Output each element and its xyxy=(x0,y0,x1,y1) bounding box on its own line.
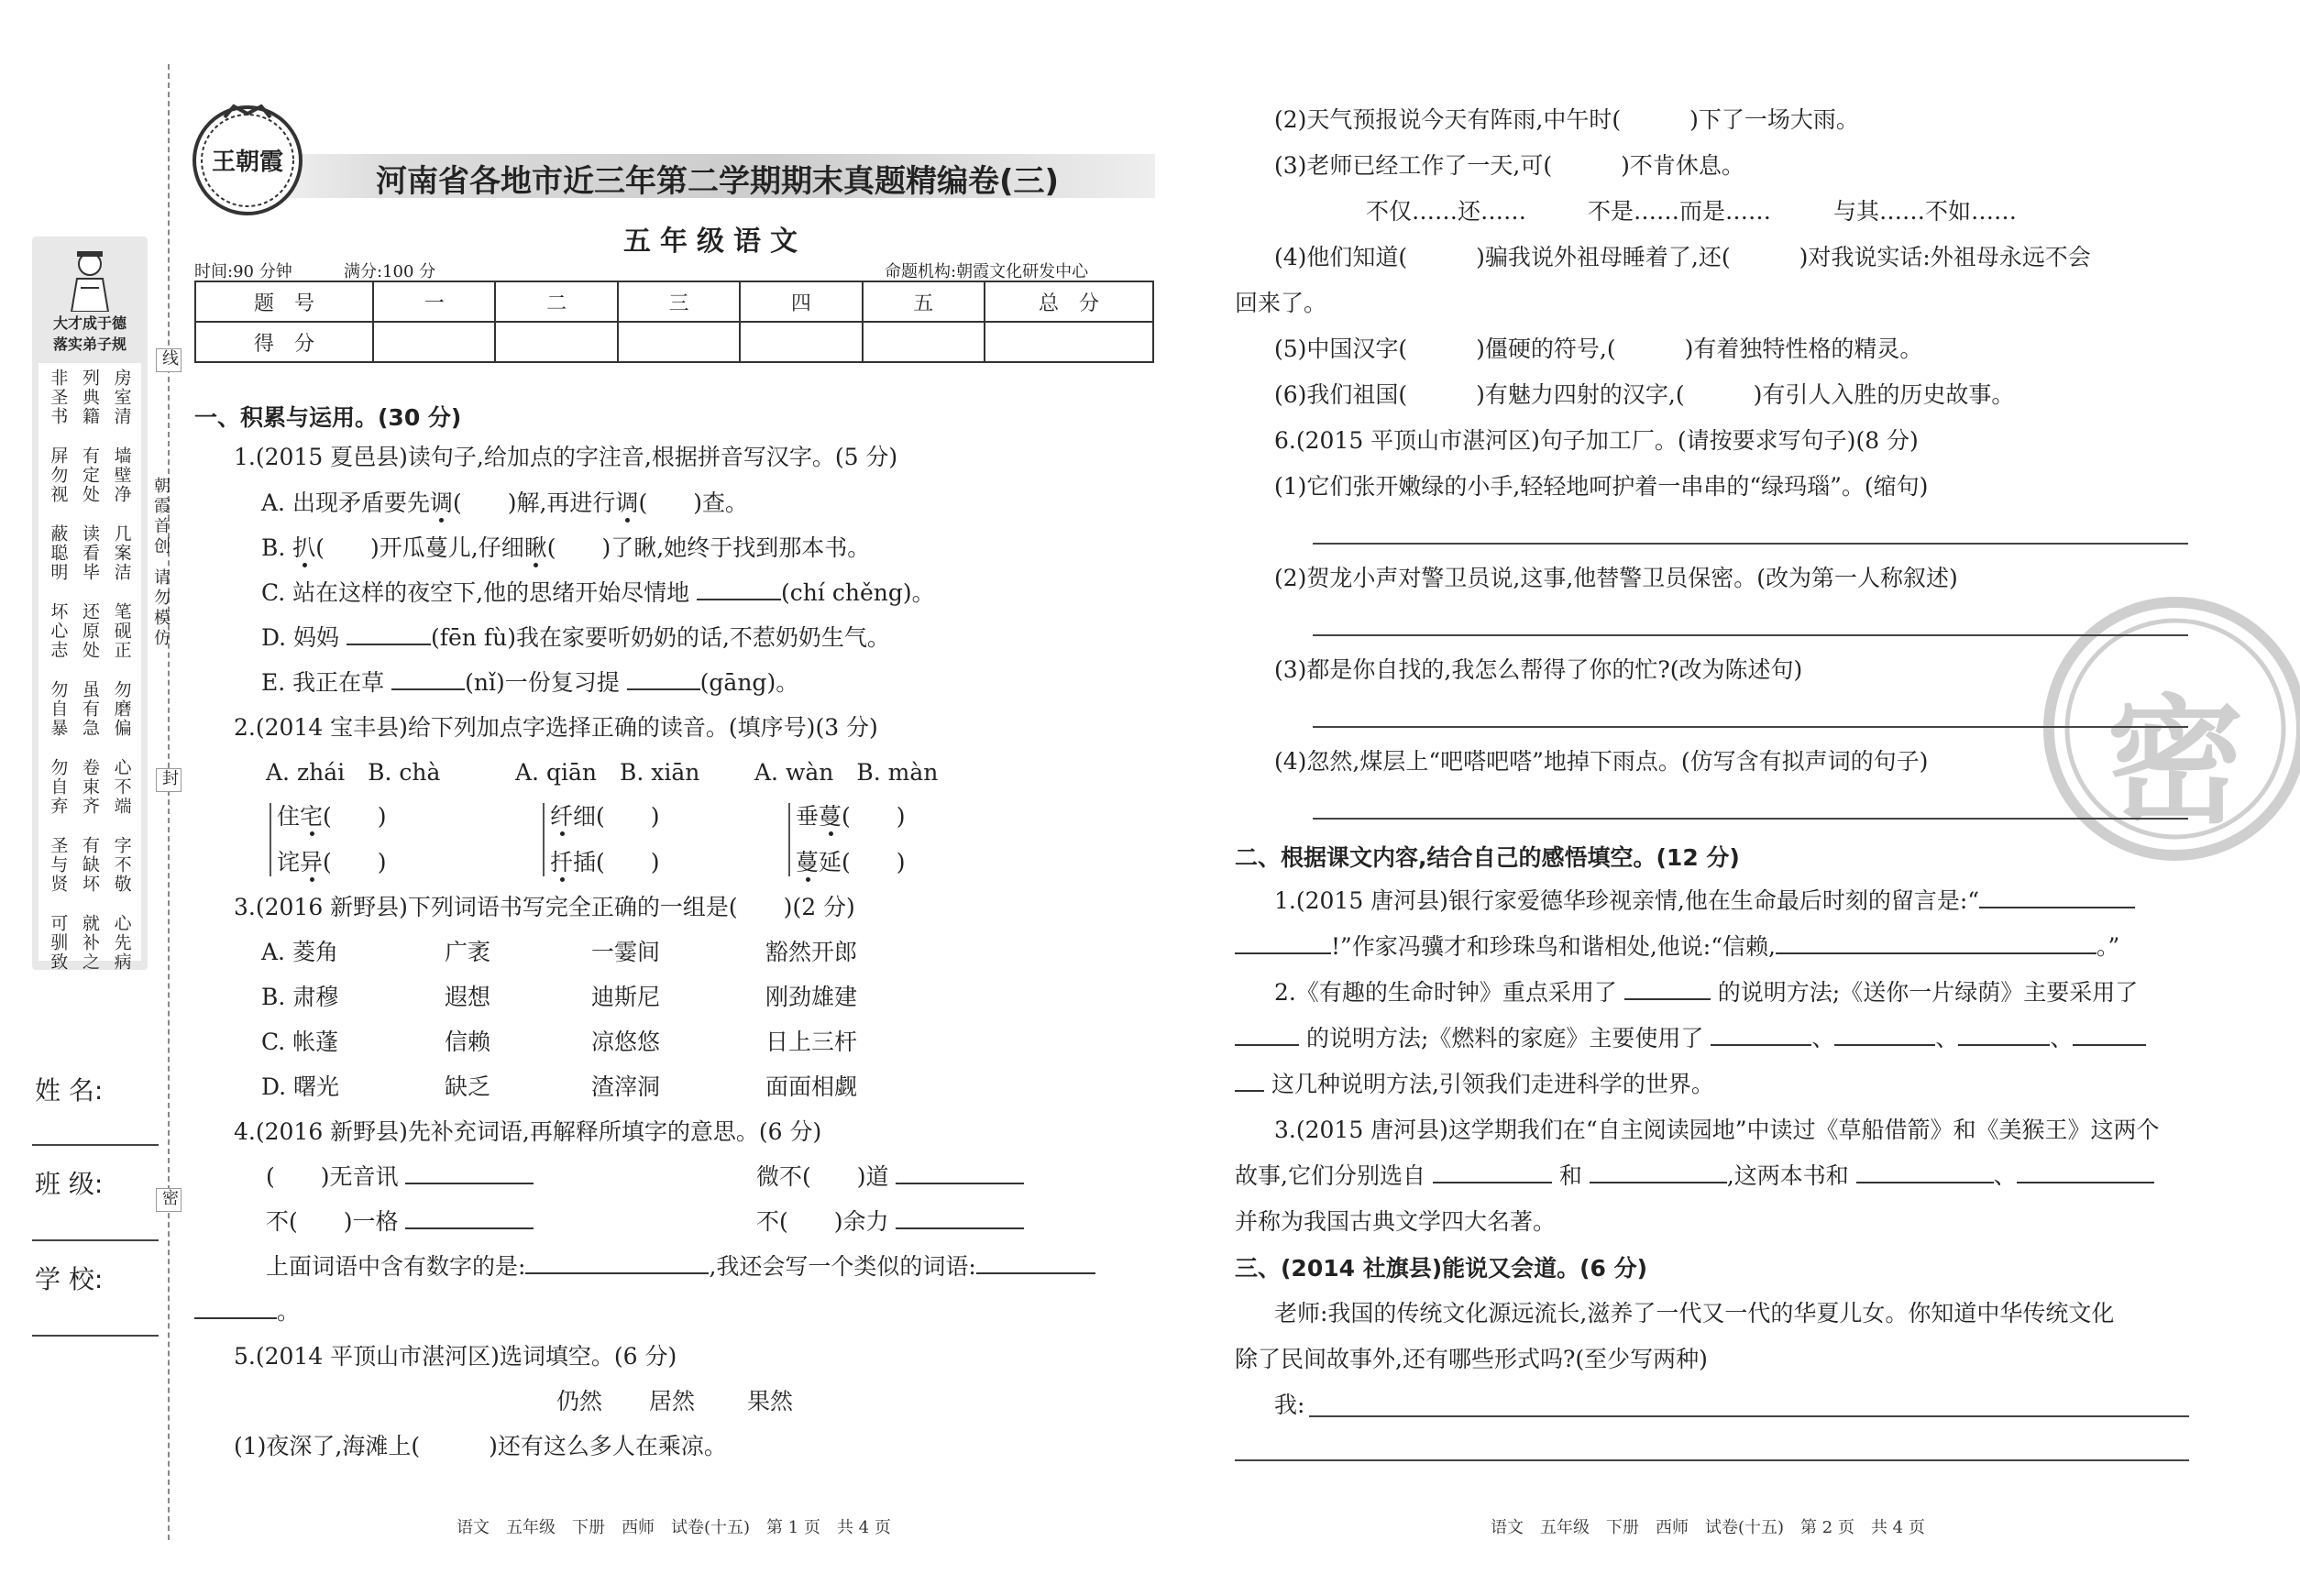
q1-b-dot: 扒 xyxy=(292,534,316,561)
motto-23: 就补之 xyxy=(79,914,100,972)
binding-mark-mi: 密 xyxy=(156,1188,182,1212)
motto-18: 心不端 xyxy=(111,758,132,816)
s2q3-text: 故事,它们分别选自 xyxy=(1235,1162,1425,1189)
q2-brace-2 xyxy=(543,803,545,876)
q1-e-blank-2[interactable] xyxy=(627,666,700,690)
q1-e-text: (nǐ)一份复习提 xyxy=(465,669,620,696)
binding-mark-xian: 线 xyxy=(156,348,182,372)
q1-b xyxy=(261,531,870,566)
s2q3-blank[interactable] xyxy=(2017,1160,2154,1183)
q1-d-text: D. 妈妈 xyxy=(261,624,340,651)
q1-b-text: ( )开瓜蔓儿,仔细 xyxy=(315,534,524,561)
q4-stem: 4.(2016 新野县)先补充词语,再解释所填字的意思。(6 分) xyxy=(234,1118,822,1145)
q3-cell: 遐想 xyxy=(445,984,491,1010)
s2q2-blank[interactable] xyxy=(1958,1022,2050,1046)
q2-item-text: 插( ) xyxy=(573,849,660,875)
s2q2-blank[interactable] xyxy=(2073,1022,2146,1046)
class-field[interactable] xyxy=(32,1239,159,1241)
q3-cell: 日上三杆 xyxy=(765,1029,858,1055)
q2-item-dot: 蔓 xyxy=(819,803,842,830)
q2-item-dot: 蔓 xyxy=(796,849,820,875)
s2q2-text: 2.《有趣的生命时钟》重点采用了 xyxy=(1274,979,1617,1006)
q3-cell: C. 帐蓬 xyxy=(261,1029,339,1055)
s3-answer-label: 我: xyxy=(1274,1392,1305,1418)
q4-blank[interactable] xyxy=(194,1295,277,1319)
s2q2-line-2 xyxy=(1235,1021,2146,1056)
s2q3-line-2 xyxy=(1235,1159,2154,1194)
q3-cell: 凉悠悠 xyxy=(591,1029,661,1055)
binding-mark-feng: 封 xyxy=(156,768,182,792)
q2-item xyxy=(277,799,387,834)
q5-word-2: 居然 xyxy=(649,1388,696,1414)
score-cell-5[interactable] xyxy=(863,322,985,362)
q5-s1: (1)夜深了,海滩上( )还有这么多人在乘凉。 xyxy=(234,1433,727,1459)
footer-page-1: 语文 五年级 下册 西师 试卷(十五) 第 1 页 共 4 页 xyxy=(457,1518,891,1537)
footer-page-2: 语文 五年级 下册 西师 试卷(十五) 第 2 页 共 4 页 xyxy=(1491,1518,1925,1537)
motto-20: 有缺坏 xyxy=(79,836,100,894)
q2-item xyxy=(796,845,906,880)
q3-cell: 信赖 xyxy=(445,1029,491,1055)
s2q2-line-3 xyxy=(1235,1067,1714,1102)
q4-item-1 xyxy=(266,1160,534,1194)
school-field[interactable] xyxy=(32,1335,159,1337)
q5-s6: (6)我们祖国( )有魅力四射的汉字,( )有引人入胜的历史故事。 xyxy=(1274,381,2015,408)
s2q3-text: 和 xyxy=(1558,1162,1582,1189)
q3-cell: 迪斯尼 xyxy=(591,984,661,1010)
motto-11: 还原处 xyxy=(79,602,100,660)
motto-3: 房室清 xyxy=(111,369,132,426)
motto-17: 卷束齐 xyxy=(79,758,100,816)
q3-cell: D. 曙光 xyxy=(261,1073,340,1100)
s2q2-blank[interactable] xyxy=(1235,1068,1264,1092)
q4-blank[interactable] xyxy=(405,1161,534,1184)
sidebar-scholar-icon xyxy=(62,248,117,312)
q1-stem: 1.(2015 夏邑县)读句子,给加点的字注音,根据拼音写汉字。(5 分) xyxy=(234,444,898,470)
q1-c xyxy=(261,576,935,611)
name-label: 姓 名: xyxy=(35,1075,104,1106)
s2q2-blank[interactable] xyxy=(1624,976,1711,1000)
q4-item-2 xyxy=(756,1160,1024,1194)
q3-row-a xyxy=(261,935,857,970)
score-table-cell: 一 xyxy=(373,281,495,322)
q2-item-dot: 宅 xyxy=(300,803,324,830)
q1-a-dot: 调 xyxy=(615,490,639,516)
q6-item-3: (3)都是你自找的,我怎么帮得了你的忙?(改为陈述句) xyxy=(1274,656,1803,683)
q5-word-3: 果然 xyxy=(747,1388,794,1414)
score-cell-1[interactable] xyxy=(373,322,495,362)
s2q3-blank[interactable] xyxy=(1433,1160,1552,1183)
s2q2-text: 这几种说明方法,引领我们走进科学的世界。 xyxy=(1271,1071,1714,1097)
q2-option-2: A. qiān B. xiān xyxy=(515,759,700,786)
q2-option-1: A. zhái B. chà xyxy=(266,759,441,786)
s2q2-text: 的说明方法;《燃料的家庭》主要使用了 xyxy=(1305,1025,1704,1051)
q2-item-dot: 扦 xyxy=(550,849,574,875)
q1-a-text: ( )解,再进行 xyxy=(452,490,616,516)
q4-item-text: 不( )一格 xyxy=(266,1208,399,1235)
q5-s4-cont: 回来了。 xyxy=(1235,290,1327,316)
motto-10: 坏心志 xyxy=(48,602,69,660)
q4-line xyxy=(266,1249,1095,1284)
q2-item-text: ( ) xyxy=(323,803,387,830)
q6-answer-line-2[interactable] xyxy=(1313,634,2188,636)
q3-stem: 3.(2016 新野县)下列词语书写完全正确的一组是( )(2 分) xyxy=(234,894,855,920)
q4-line-text: 。 xyxy=(277,1298,301,1325)
s3-answer-line-1[interactable] xyxy=(1309,1415,2189,1417)
q1-e-blank-1[interactable] xyxy=(391,666,465,690)
q1-b-text: B. xyxy=(261,534,293,561)
s2q2-blank[interactable] xyxy=(1834,1022,1935,1046)
s2q2-blank[interactable] xyxy=(1711,1022,1811,1046)
sidebar-motto-box xyxy=(32,237,148,970)
q3-cell: 渣滓洞 xyxy=(591,1073,661,1100)
q1-d xyxy=(261,621,890,655)
motto-5: 有定处 xyxy=(79,446,100,504)
exam-title: 河南省各地市近三年第二学期期末真题精编卷(三) xyxy=(376,163,1060,200)
q1-e-text: E. 我正在草 xyxy=(261,669,385,696)
s3-text-1: 老师:我国的传统文化源远流长,滋养了一代又一代的华夏儿女。你知道中华传统文化 xyxy=(1274,1300,2115,1326)
motto-21: 字不敬 xyxy=(111,836,132,894)
q2-item xyxy=(277,845,387,880)
score-cell-total[interactable] xyxy=(985,322,1153,362)
q1-e xyxy=(261,666,798,700)
q2-item-text: 延( ) xyxy=(819,849,906,875)
q2-option-3: A. wàn B. màn xyxy=(754,759,939,786)
q5-s3: (3)老师已经工作了一天,可( )不肯休息。 xyxy=(1274,152,1744,179)
motto-16: 勿自弃 xyxy=(48,758,69,816)
subject-title: 五年级语文 xyxy=(623,226,807,258)
s2q2-text: 、 xyxy=(1811,1025,1835,1051)
q4-item-4 xyxy=(756,1205,1024,1239)
motto-1: 非圣书 xyxy=(48,369,69,426)
score-table-cell: 五 xyxy=(863,281,985,322)
q5-word-1: 仍然 xyxy=(556,1388,603,1414)
q3-row-d xyxy=(261,1070,857,1105)
s2q3-text: ,这两本书和 xyxy=(1726,1162,1849,1189)
margin-note-1: 朝霞首创 xyxy=(151,477,171,557)
q5-s4: (4)他们知道( )骗我说外祖母睡着了,还( )对我说实话:外祖母永远不会 xyxy=(1274,244,2091,270)
motto-14: 虽有急 xyxy=(79,680,100,738)
q2-item-text: 住 xyxy=(277,803,301,830)
s2q1-text: !”作家冯骥才和珍珠鸟和谐相处,他说:“信赖, xyxy=(1331,933,1776,960)
q1-b-text: ( )了瞅,她终于找到那本书。 xyxy=(546,534,871,561)
q1-d-text: (fēn fù)我在家要听奶奶的话,不惹奶奶生气。 xyxy=(431,624,890,651)
q6-answer-line-4[interactable] xyxy=(1313,818,2188,820)
q1-c-text: C. 站在这样的夜空下,他的思绪开始尽情地 xyxy=(261,579,690,606)
s2q2-text: 、 xyxy=(1935,1025,1959,1051)
s2q1-blank-1[interactable] xyxy=(1979,885,2135,908)
q3-cell: 刚劲雄建 xyxy=(765,984,858,1010)
binding-line xyxy=(168,64,170,1540)
motto-22: 可驯致 xyxy=(48,914,69,972)
q2-item-text: 诧 xyxy=(277,849,301,875)
sidebar-header-1: 大才成于德 xyxy=(52,314,127,332)
s2q2-text: 、 xyxy=(2050,1025,2074,1051)
name-field[interactable] xyxy=(32,1144,159,1146)
q4-item-text: ( )无音讯 xyxy=(266,1163,399,1190)
q4-line-end xyxy=(194,1294,300,1329)
conj-word-3: 与其……不如…… xyxy=(1833,198,2018,225)
stamp-text: 密 xyxy=(2106,683,2244,842)
q4-blank[interactable] xyxy=(405,1205,534,1229)
q1-c-text: (chí chěng)。 xyxy=(781,579,935,606)
q5-stem: 5.(2014 平顶山市湛河区)选词填空。(6 分) xyxy=(234,1343,677,1370)
motto-13: 勿自暴 xyxy=(48,680,69,738)
q2-item-text: ( ) xyxy=(842,803,906,830)
org-label: 命题机构:朝霞文化研发中心 xyxy=(885,262,1089,281)
q3-row-c xyxy=(261,1025,857,1060)
s2q3-text: 、 xyxy=(1993,1162,2017,1189)
score-cell-2[interactable] xyxy=(495,322,617,362)
q4-item-text: 微不( )道 xyxy=(756,1163,889,1190)
motto-24: 心先病 xyxy=(111,914,132,972)
motto-4: 屏勿视 xyxy=(48,446,69,504)
q4-line-text: 上面词语中含有数字的是: xyxy=(266,1253,526,1280)
q6-item-2: (2)贺龙小声对警卫员说,这事,他替警卫员保密。(改为第一人称叙述) xyxy=(1274,565,1958,591)
score-table-cell: 三 xyxy=(618,281,740,322)
q2-item xyxy=(550,799,660,834)
s2q3-blank[interactable] xyxy=(1590,1160,1727,1183)
q4-blank[interactable] xyxy=(896,1205,1024,1229)
s2q2-text: 的说明方法;《送你一片绿荫》主要采用了 xyxy=(1717,979,2139,1006)
q2-item-text: 细( ) xyxy=(573,803,660,830)
q3-row-b xyxy=(261,980,857,1015)
conj-word-2: 不是……而是…… xyxy=(1588,198,1772,225)
q1-a-dot: 调 xyxy=(429,490,453,516)
s2q1-blank-3[interactable] xyxy=(1776,930,2096,954)
brand-logo xyxy=(188,101,307,220)
q1-a-text: A. 出现矛盾要先 xyxy=(261,490,430,516)
s2q1-text: 1.(2015 唐河县)银行家爱德华珍视亲情,他在生命最后时刻的留言是:“ xyxy=(1274,887,1980,914)
q2-brace-3 xyxy=(788,803,790,876)
motto-6: 墙壁净 xyxy=(111,446,132,504)
q4-blank[interactable] xyxy=(976,1250,1095,1274)
motto-15: 勿磨偏 xyxy=(111,680,132,738)
q1-b-dot: 瞅 xyxy=(523,534,547,561)
class-label: 班 级: xyxy=(35,1169,104,1199)
conj-word-1: 不仅……还…… xyxy=(1366,198,1527,225)
s2q3-blank[interactable] xyxy=(1856,1160,1994,1183)
q4-item-3 xyxy=(266,1205,534,1239)
score-cell-3[interactable] xyxy=(618,322,740,362)
section1-title: 一、积累与运用。(30 分) xyxy=(194,404,462,431)
score-table xyxy=(194,281,1154,363)
q5-s2: (2)天气预报说今天有阵雨,中午时( )下了一场大雨。 xyxy=(1274,106,1859,133)
score-cell-4[interactable] xyxy=(740,322,862,362)
q6-item-4: (4)忽然,煤层上“吧嗒吧嗒”地掉下雨点。(仿写含有拟声词的句子) xyxy=(1274,748,1929,775)
motto-7: 蔽聪明 xyxy=(48,524,69,582)
q6-stem: 6.(2015 平顶山市湛河区)句子加工厂。(请按要求写句子)(8 分) xyxy=(1274,427,1919,454)
q3-cell: 缺乏 xyxy=(445,1073,491,1100)
section3-title: 三、(2014 社旗县)能说又会道。(6 分) xyxy=(1235,1255,1648,1282)
section2-title: 二、根据课文内容,结合自己的感悟填空。(12 分) xyxy=(1235,844,1740,871)
q1-a xyxy=(261,486,748,521)
q3-cell: 面面相觑 xyxy=(765,1073,858,1100)
q2-item-text: 垂 xyxy=(796,803,820,830)
q3-cell: 广袤 xyxy=(445,939,491,965)
q4-blank[interactable] xyxy=(525,1250,709,1274)
s3-answer-line-2[interactable] xyxy=(1235,1459,2189,1461)
q6-answer-line-3[interactable] xyxy=(1313,726,2188,728)
score-table-cell: 得 分 xyxy=(195,322,373,362)
motto-8: 读看毕 xyxy=(79,524,100,582)
school-label: 学 校: xyxy=(35,1264,104,1294)
q2-item xyxy=(796,799,906,834)
motto-9: 几案洁 xyxy=(111,524,132,582)
q3-cell: B. 肃穆 xyxy=(261,984,339,1010)
brand-text: 王朝霞 xyxy=(211,149,283,176)
margin-note-2: 请勿模仿 xyxy=(151,568,171,649)
s2q3-line-3: 并称为我国古典文学四大名著。 xyxy=(1235,1208,1557,1235)
motto-19: 圣与贤 xyxy=(48,836,69,894)
q2-item-text: ( ) xyxy=(323,849,387,875)
q1-d-blank[interactable] xyxy=(347,622,431,645)
q2-item-dot: 纤 xyxy=(550,803,574,830)
score-table-cell: 题 号 xyxy=(195,281,373,322)
q5-s5: (5)中国汉字( )僵硬的符号,( )有着独特性格的精灵。 xyxy=(1274,336,1923,362)
q4-line-text: ,我还会写一个类似的词语: xyxy=(709,1253,976,1280)
q2-item xyxy=(550,845,660,880)
q6-item-1: (1)它们张开嫩绿的小手,轻轻地呵护着一串串的“绿玛瑙”。(缩句) xyxy=(1274,473,1929,500)
q1-c-blank[interactable] xyxy=(697,577,781,600)
score-table-cell: 二 xyxy=(495,281,617,322)
q4-item-text: 不( )余力 xyxy=(756,1208,889,1235)
s2q1-blank-2[interactable] xyxy=(1235,930,1331,954)
s2q3-line-1: 3.(2015 唐河县)这学期我们在“自主阅读园地”中读过《草船借箭》和《美猴王》这两个 xyxy=(1274,1117,2160,1143)
q1-e-text: (gāng)。 xyxy=(699,669,799,696)
full-score-label: 满分:100 分 xyxy=(344,262,436,281)
s2q2-line-1 xyxy=(1274,975,2138,1010)
s2q1-line-1 xyxy=(1274,884,2135,919)
q2-item-dot: 异 xyxy=(300,849,324,875)
score-table-header-row xyxy=(195,281,1153,322)
q6-answer-line-1[interactable] xyxy=(1313,543,2188,545)
motto-2: 列典籍 xyxy=(79,369,100,426)
q4-blank[interactable] xyxy=(896,1161,1024,1184)
score-table-cell: 总 分 xyxy=(985,281,1153,322)
score-table-score-row xyxy=(195,322,1153,362)
s3-text-2: 除了民间故事外,还有哪些形式吗?(至少写两种) xyxy=(1235,1346,1708,1372)
motto-12: 笔砚正 xyxy=(111,602,132,660)
score-table-cell: 四 xyxy=(740,281,862,322)
q3-cell: A. 菱角 xyxy=(261,939,338,965)
q3-cell: 一霎间 xyxy=(591,939,661,965)
q2-stem: 2.(2014 宝丰县)给下列加点字选择正确的读音。(填序号)(3 分) xyxy=(234,714,878,741)
s2q1-line-2 xyxy=(1235,930,2119,964)
q1-a-text: ( )查。 xyxy=(638,490,748,516)
s2q2-blank[interactable] xyxy=(1235,1022,1299,1046)
s2q1-text: 。” xyxy=(2096,933,2120,960)
time-label: 时间:90 分钟 xyxy=(194,262,292,281)
sidebar-header-2: 落实弟子规 xyxy=(52,336,127,353)
q2-brace-1 xyxy=(270,803,271,876)
q3-cell: 豁然开郎 xyxy=(765,939,858,965)
